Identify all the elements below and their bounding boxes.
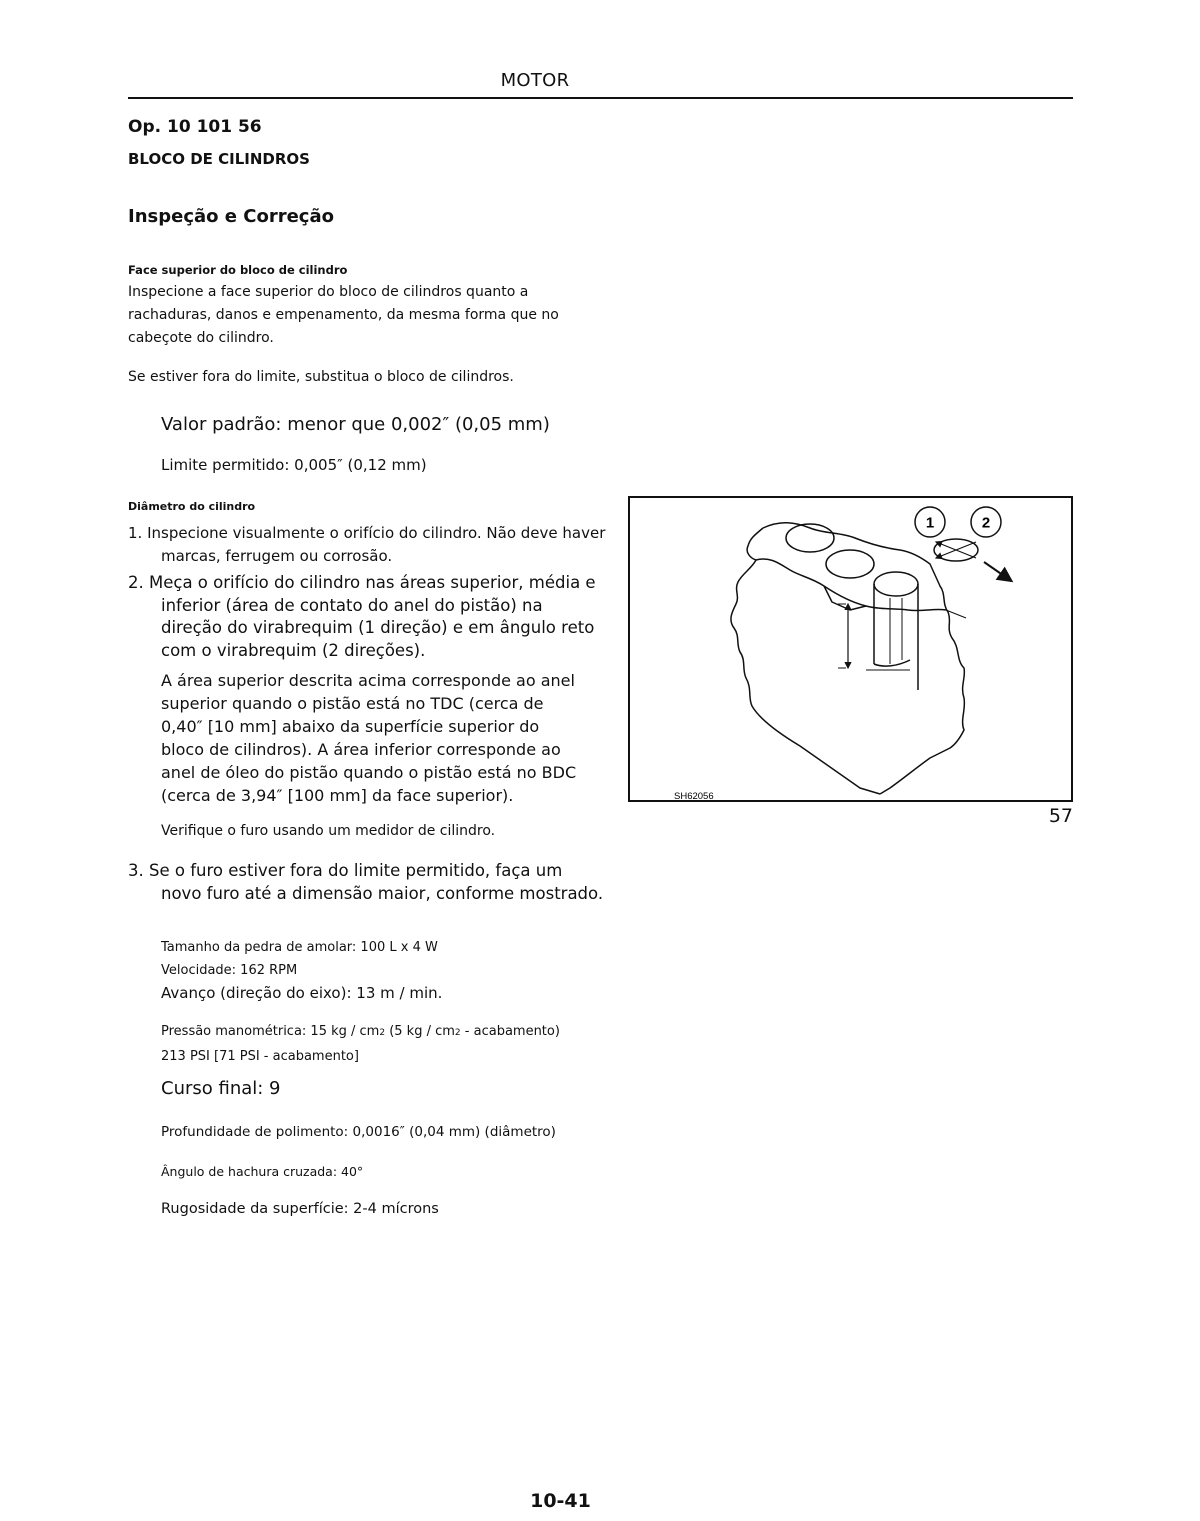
gauge-pressure-text-3: - acabamento) (460, 1024, 560, 1039)
honing-speed: Velocidade: 162 RPM (161, 963, 298, 978)
figure-box (628, 496, 1073, 802)
face-heading: Face superior do bloco de cilindro (128, 263, 348, 277)
stone-size: Tamanho da pedra de amolar: 100 L x 4 W (161, 940, 438, 955)
page-number: 10-41 (530, 1490, 591, 1512)
running-header: MOTOR (500, 70, 570, 91)
face-limit-note: Se estiver fora do limite, substitua o bloco de cilindros. (128, 369, 514, 385)
step-2-detail: A área superior descrita acima corresponde ao anel superior quando o pistão está no TDC (cerca de 0,40″ [10 mm] abaixo da superfície superior do bloco de cilindros). A área inferior corresponde ao anel de óleo do pistão quando o pistão está no BDC (cerca de 3,94″ [100 mm] da face superior). (161, 671, 577, 805)
step-1: 1. Inspecione visualmente o orifício do cilindro. Não deve haver marcas, ferrugem ou corrosão. (128, 524, 606, 565)
crosshatch-angle: Ângulo de hachura cruzada: 40° (161, 1164, 364, 1179)
honing-specs (161, 936, 442, 1005)
bore-check: Verifique o furo usando um medidor de cilindro. (161, 823, 496, 839)
figure-code: SH62056 (674, 791, 714, 800)
figure-number: 57 (1048, 805, 1073, 827)
face-paragraph: Inspecione a face superior do bloco de cilindros quanto a rachaduras, danos e empenamento, da mesma forma que no cabeçote do cilindro. (128, 284, 559, 346)
cylinder-block-illustration-icon (630, 498, 1071, 800)
header-rule (128, 97, 1073, 99)
pressure-specs (161, 1020, 560, 1068)
step-3: 3. Se o furo estiver fora do limite permitido, faça um novo furo até a dimensão maior, conforme mostrado. (128, 861, 604, 903)
polish-depth: Profundidade de polimento: 0,0016″ (0,04 mm) (diâmetro) (161, 1124, 556, 1140)
figure-callout-1: 1 (925, 514, 935, 532)
gauge-pressure-text: Pressão manométrica: 15 kg / cm (161, 1024, 380, 1039)
diameter-heading: Diâmetro do cilindro (128, 500, 256, 513)
section-title: BLOCO DE CILINDROS (128, 150, 310, 168)
standard-value: Valor padrão: menor que 0,002″ (0,05 mm) (161, 414, 550, 435)
subsection-title: Inspeção e Correção (128, 206, 334, 227)
gauge-pressure-text-2: (5 kg / cm (385, 1024, 455, 1039)
allowed-limit: Limite permitido: 0,005″ (0,12 mm) (161, 456, 427, 474)
final-stroke: Curso final: 9 (161, 1078, 281, 1099)
gauge-pressure (161, 1020, 560, 1045)
honing-feed: Avanço (direção do eixo): 13 m / min. (161, 984, 443, 1002)
pressure-psi: 213 PSI [71 PSI - acabamento] (161, 1049, 359, 1064)
superscript-2: 2 (379, 1028, 386, 1038)
superscript-2b: 2 (454, 1028, 461, 1038)
figure-callout-2: 2 (981, 514, 991, 532)
op-number: Op. 10 101 56 (128, 117, 262, 137)
step-2: 2. Meça o orifício do cilindro nas áreas superior, média e inferior (área de contato do anel do pistão) na direção do virabrequim (1 direção) e em ângulo reto com o virabrequim (2 direções). (128, 573, 596, 660)
surface-roughness: Rugosidade da superfície: 2-4 mícrons (161, 1201, 439, 1217)
